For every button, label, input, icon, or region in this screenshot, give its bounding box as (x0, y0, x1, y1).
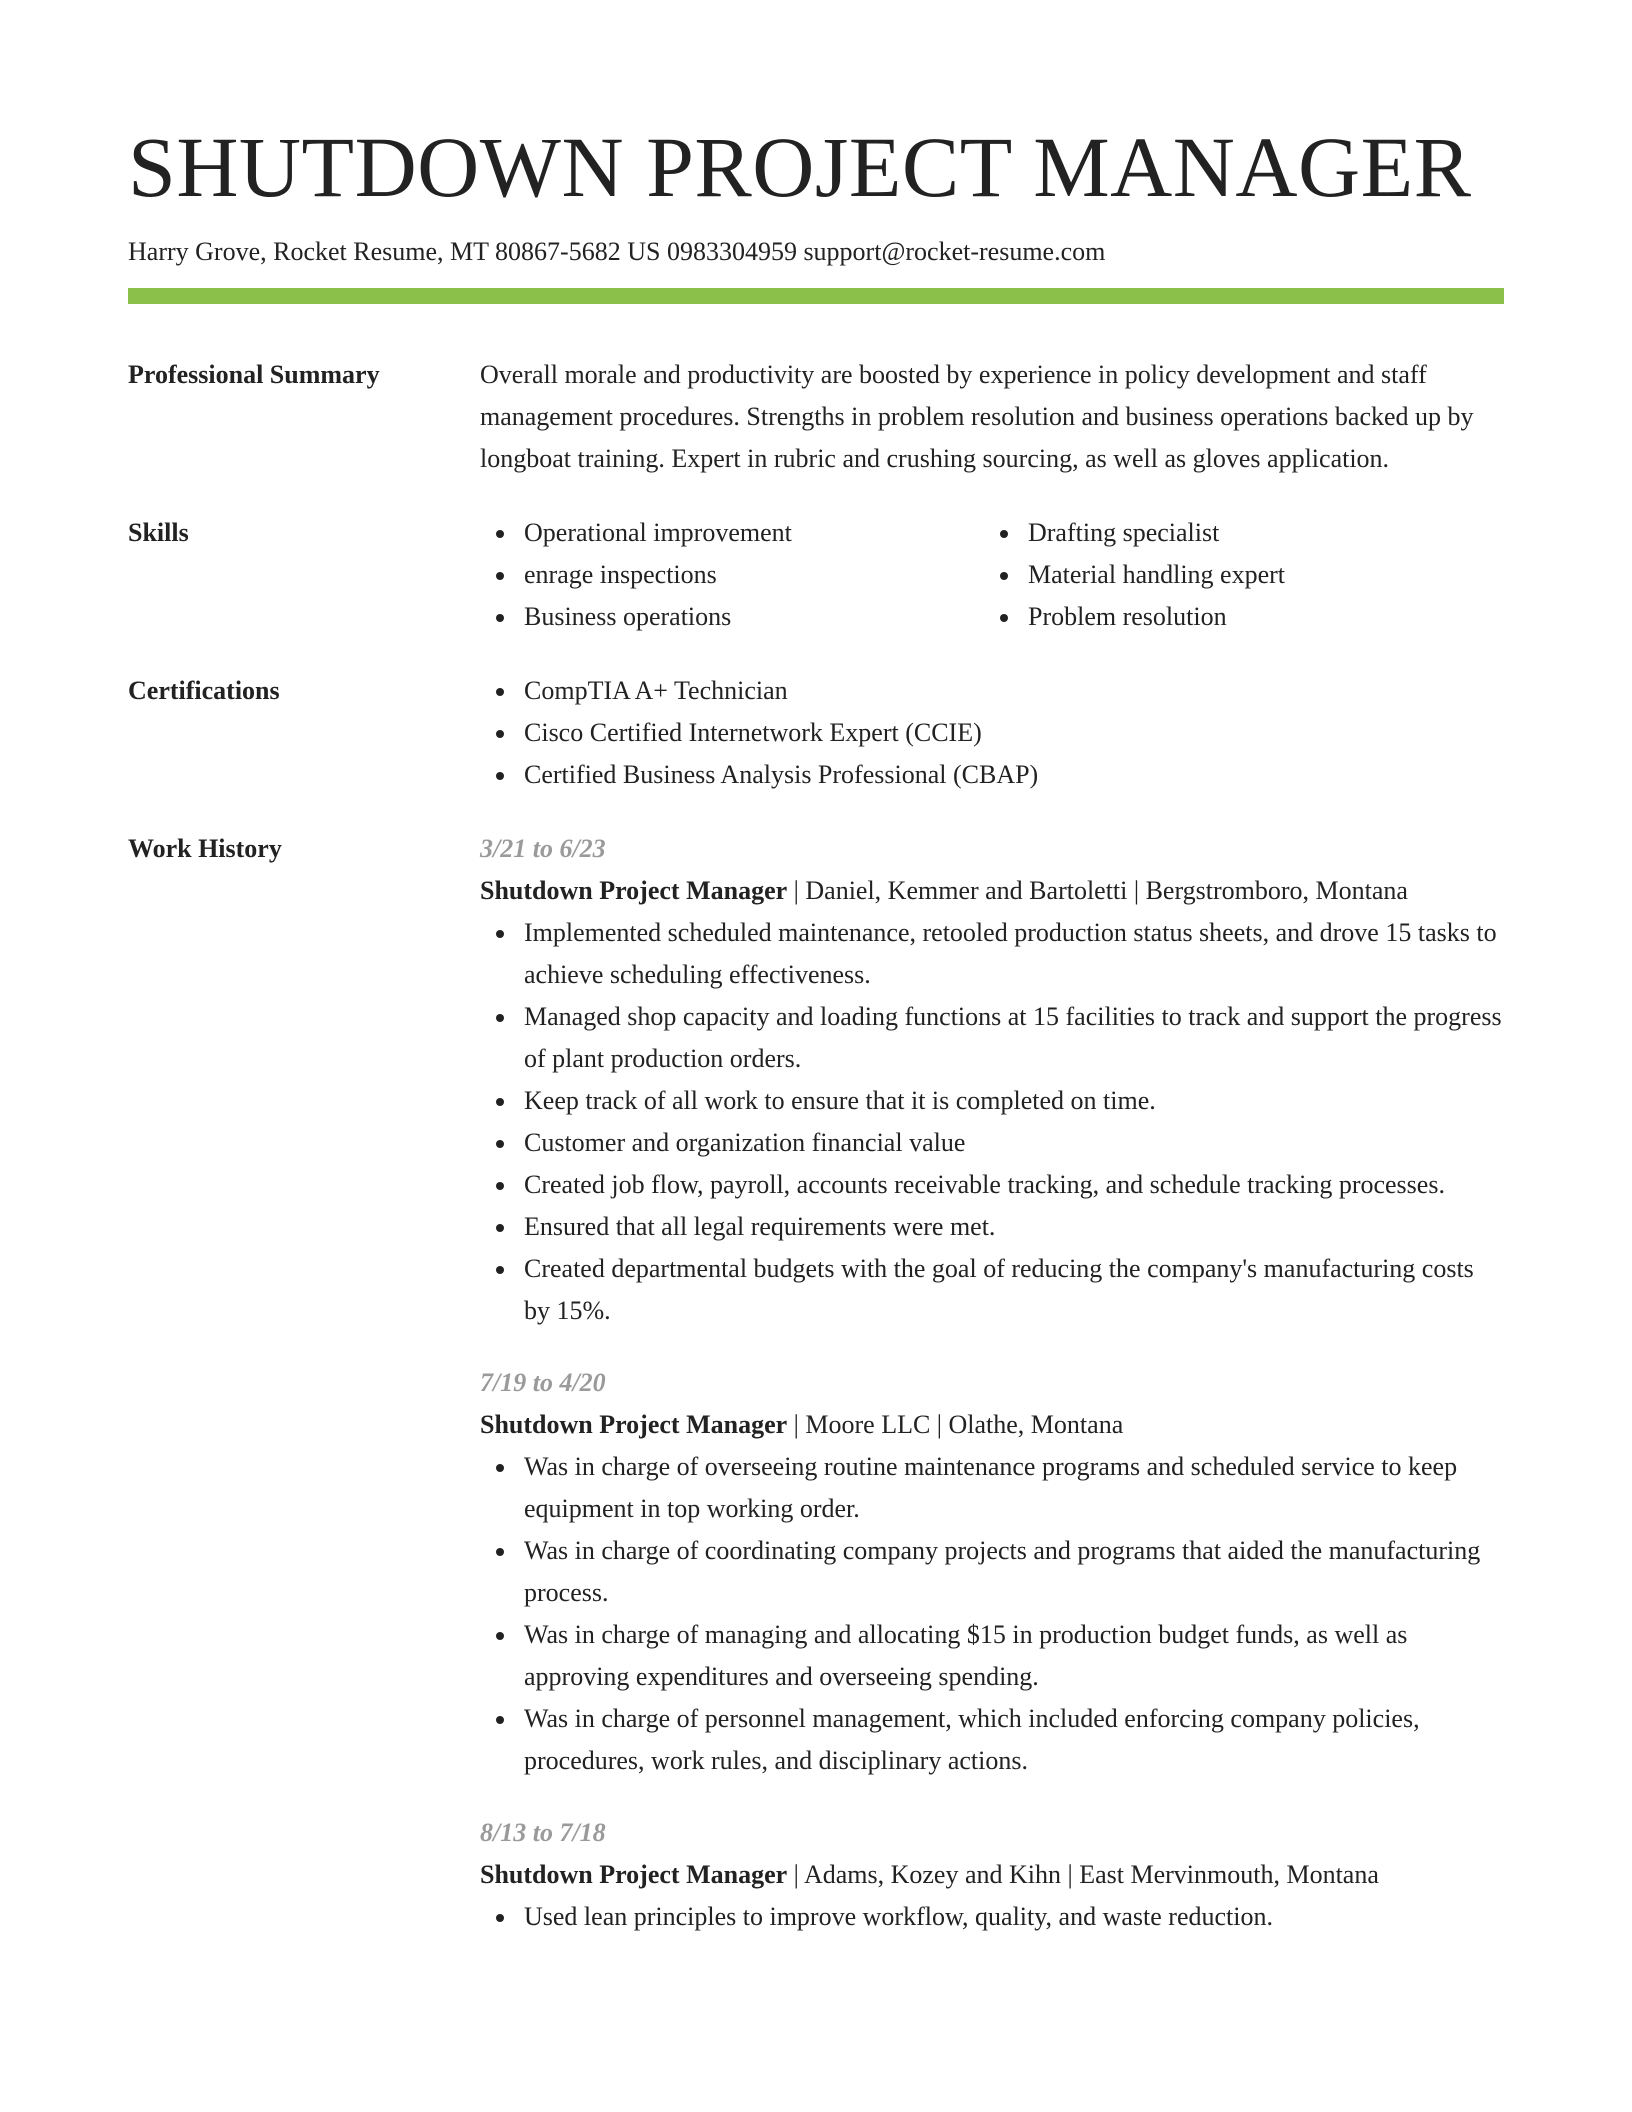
skill-item: Problem resolution (1028, 596, 1488, 638)
job-bullet: Implemented scheduled maintenance, retooled production status sheets, and drove 15 tasks to achieve scheduling effectiveness. (524, 912, 1504, 996)
job-bullet: Was in charge of managing and allocating $15 in production budget funds, as well as approving expenditures and overseeing spending. (524, 1614, 1504, 1698)
job-title: Shutdown Project Manager (480, 1860, 788, 1890)
job-entry (480, 828, 1504, 1332)
skill-item: Operational improvement (524, 512, 984, 554)
work-history-list (480, 828, 1504, 1938)
summary-section (128, 354, 1504, 480)
contact-line: Harry Grove, Rocket Resume, MT 80867-5682 US 0983304959 support@rocket-resume.com (128, 236, 1106, 266)
skill-item: Material handling expert (1028, 554, 1488, 596)
section-heading-work-history: Work History (128, 834, 282, 864)
job-header (480, 870, 1504, 912)
skills-list (480, 512, 1504, 638)
job-entry (480, 1812, 1504, 1938)
certification-item: CompTIA A+ Technician (524, 670, 1504, 712)
skill-item: Drafting specialist (1028, 512, 1488, 554)
page-title: SHUTDOWN PROJECT MANAGER (128, 119, 1472, 215)
skill-item: enrage inspections (524, 554, 984, 596)
job-entry (480, 1362, 1504, 1782)
job-dates: 7/19 to 4/20 (480, 1368, 606, 1398)
section-heading-summary: Professional Summary (128, 360, 380, 390)
skills-column-left (480, 512, 984, 638)
job-bullets (480, 1446, 1504, 1782)
resume-page (128, 120, 1504, 1938)
job-header (480, 1404, 1504, 1446)
job-dates: 8/13 to 7/18 (480, 1818, 606, 1848)
skill-item: Business operations (524, 596, 984, 638)
job-bullet: Was in charge of coordinating company projects and programs that aided the manufacturing process. (524, 1530, 1504, 1614)
accent-divider (128, 288, 1504, 304)
job-employer-location: | Moore LLC | Olathe, Montana (787, 1410, 1124, 1440)
job-bullet: Ensured that all legal requirements were met. (524, 1206, 1504, 1248)
skills-left-list (480, 512, 984, 638)
section-heading-skills: Skills (128, 518, 189, 548)
job-bullet: Used lean principles to improve workflow, quality, and waste reduction. (524, 1896, 1504, 1938)
certification-item: Cisco Certified Internetwork Expert (CCIE) (524, 712, 1504, 754)
job-title: Shutdown Project Manager (480, 876, 788, 906)
job-bullet: Created job flow, payroll, accounts receivable tracking, and schedule tracking processes. (524, 1164, 1504, 1206)
certifications-list (480, 670, 1504, 796)
job-bullet: Customer and organization financial value (524, 1122, 1504, 1164)
job-header (480, 1854, 1504, 1896)
job-bullet: Was in charge of overseeing routine maintenance programs and scheduled service to keep equipment in top working order. (524, 1446, 1504, 1530)
certifications-section (128, 670, 1504, 796)
skills-grid (480, 512, 1504, 638)
job-title: Shutdown Project Manager (480, 1410, 788, 1440)
job-bullet: Created departmental budgets with the goal of reducing the company's manufacturing costs by 15%. (524, 1248, 1504, 1332)
job-bullets (480, 1896, 1504, 1938)
job-bullet: Managed shop capacity and loading functions at 15 facilities to track and support the progress of plant production orders. (524, 996, 1504, 1080)
job-bullet: Keep track of all work to ensure that it is completed on time. (524, 1080, 1504, 1122)
job-employer-location: | Adams, Kozey and Kihn | East Mervinmouth, Montana (787, 1860, 1379, 1890)
job-bullets (480, 912, 1504, 1332)
section-heading-certifications: Certifications (128, 676, 280, 706)
job-dates: 3/21 to 6/23 (480, 834, 606, 864)
job-bullet: Was in charge of personnel management, which included enforcing company policies, procedures, work rules, and disciplinary actions. (524, 1698, 1504, 1782)
job-employer-location: | Daniel, Kemmer and Bartoletti | Bergstromboro, Montana (787, 876, 1408, 906)
skills-column-right (984, 512, 1488, 638)
work-history-section (128, 828, 1504, 1938)
certification-item: Certified Business Analysis Professional (CBAP) (524, 754, 1504, 796)
skills-right-list (984, 512, 1488, 638)
certifications-bullets (480, 670, 1504, 796)
summary-text: Overall morale and productivity are boosted by experience in policy development and staff management procedures. Strengths in problem resolution and business operations backed up by longboat training. Expert in rubric and crushing sourcing, as well as gloves application. (480, 360, 1474, 474)
skills-section (128, 512, 1504, 638)
